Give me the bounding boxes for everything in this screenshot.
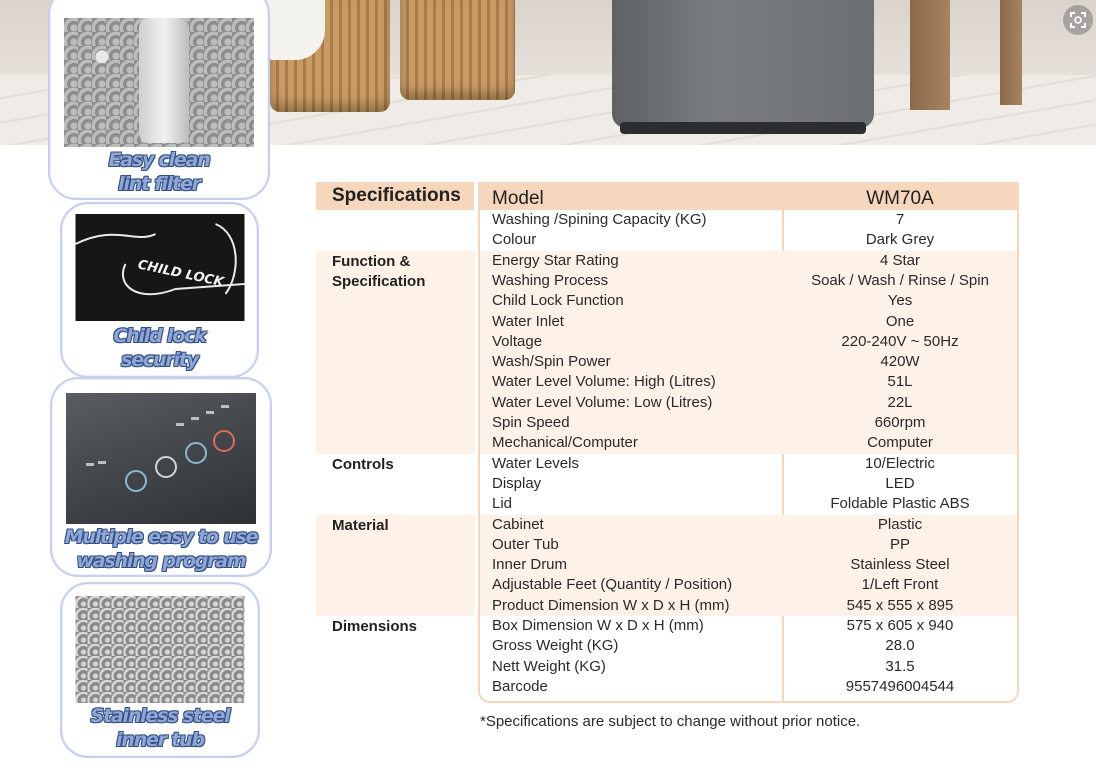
spec-row-label: Cabinet <box>492 515 544 533</box>
spec-row-value: One <box>885 312 915 330</box>
spec-group-label: Controls <box>332 455 394 473</box>
feature-caption <box>52 525 270 573</box>
spec-row-value: PP <box>889 535 910 553</box>
spec-row-label: Washing /Spining Capacity (KG) <box>492 211 707 228</box>
spec-row-label: Adjustable Feet (Quantity / Position) <box>492 576 733 594</box>
spec-row-label: Nett Weight (KG) <box>492 657 606 675</box>
spec-row-value: Soak / Wash / Rinse / Spin <box>811 271 989 289</box>
spec-row-value: 545 x 555 x 895 <box>846 596 954 614</box>
spec-row-label: Voltage <box>492 332 543 350</box>
spec-row-value: Computer <box>867 434 933 452</box>
child-lock-photo-text: CHILD LOCK <box>135 257 225 291</box>
spec-row-value: 31.5 <box>885 657 915 675</box>
caption-line: security <box>121 349 198 371</box>
chair-leg <box>1000 0 1022 105</box>
child-lock-photo <box>75 214 244 321</box>
spec-row-label: Mechanical/Computer <box>492 434 638 452</box>
spec-row-label: Lid <box>492 495 513 513</box>
specifications-title: Specifications <box>332 185 461 206</box>
washing-machine-photo <box>612 0 874 128</box>
spec-row-label: Wash/Spin Power <box>492 353 611 371</box>
spec-row-label: Product Dimension W x D x H (mm) <box>492 596 730 614</box>
feature-card-washing-program <box>50 377 272 577</box>
spec-row-label: Inner Drum <box>492 556 568 574</box>
spec-row-label: Energy Star Rating <box>492 251 619 269</box>
caption-line: washing program <box>76 550 246 572</box>
group-label-line: Function & <box>332 252 411 270</box>
spec-row-value: Foldable Plastic ABS <box>830 495 970 513</box>
spec-row-label: Spin Speed <box>492 414 570 431</box>
spec-row-label: Water Inlet <box>492 312 564 330</box>
visual-search-button[interactable] <box>1063 5 1093 35</box>
spec-row-label: Gross Weight (KG) <box>492 637 619 655</box>
model-header-value: WM70A <box>866 188 934 209</box>
feature-caption <box>50 148 268 196</box>
spec-row-value: 575 x 605 x 940 <box>846 617 954 634</box>
caption-line: inner tub <box>116 729 204 751</box>
spec-row-label: Washing Process <box>492 271 609 289</box>
spec-row-label: Water Levels <box>492 454 579 472</box>
lint-filter-photo <box>64 18 254 147</box>
control-panel-graphic <box>66 393 256 524</box>
spec-row-value: LED <box>885 474 915 492</box>
caption-line: lint filter <box>118 173 200 195</box>
laundry-basket <box>400 0 515 100</box>
spec-row-value: 1/Left Front <box>861 576 939 594</box>
towel <box>265 0 325 60</box>
caption-line: Multiple easy to use <box>64 526 258 548</box>
caption-line: Stainless steel <box>90 705 230 727</box>
spec-row-value: 9557496004544 <box>845 677 955 695</box>
spec-row-value: Dark Grey <box>865 231 935 249</box>
group-label-line: Specification <box>332 272 426 290</box>
spec-row-label: Display <box>492 474 542 492</box>
spec-row-label: Box Dimension W x D x H (mm) <box>492 617 704 634</box>
spec-row-label: Outer Tub <box>492 535 559 553</box>
child-lock-graphic <box>75 214 244 321</box>
spec-group-label <box>332 252 425 292</box>
feature-caption <box>62 324 257 372</box>
feature-card-stainless-tub <box>60 582 260 758</box>
spec-group-label: Material <box>332 516 389 534</box>
spec-row-label: Colour <box>492 231 537 249</box>
spec-row-label: Water Level Volume: Low (Litres) <box>492 393 713 411</box>
spec-row-value: 51L <box>887 373 913 391</box>
caption-line: Child lock <box>113 325 206 347</box>
spec-row-value: 22L <box>887 393 913 411</box>
specifications-table <box>316 182 1019 703</box>
feature-card-child-lock <box>60 202 259 378</box>
spec-row-value: Yes <box>887 292 913 310</box>
spec-row-label: Barcode <box>492 677 548 695</box>
model-header-label: Model <box>492 188 544 209</box>
specs-footnote: *Specifications are subject to change without prior notice. <box>480 713 861 730</box>
spec-row-label: Child Lock Function <box>492 292 624 310</box>
spec-row-value: 4 Star <box>879 251 921 269</box>
feature-card-lint-filter <box>48 0 270 200</box>
spec-row-value: Plastic <box>877 515 923 533</box>
scan-icon <box>1069 11 1087 29</box>
stainless-drum-photo <box>76 596 245 703</box>
spec-group-label: Dimensions <box>332 618 418 635</box>
feature-caption <box>62 704 258 752</box>
spec-row-value: 28.0 <box>885 637 915 655</box>
control-panel-photo <box>66 393 256 524</box>
spec-row-value: 7 <box>895 211 905 228</box>
spec-row-value: 420W <box>880 353 920 371</box>
spec-row-value: 660rpm <box>874 414 926 431</box>
spec-row-label: Water Level Volume: High (Litres) <box>492 373 716 391</box>
chair-leg <box>910 0 950 110</box>
spec-row-value: 10/Electric <box>864 454 936 472</box>
spec-row-value: 220-240V ~ 50Hz <box>841 332 959 350</box>
spec-row-value: Stainless Steel <box>850 556 950 574</box>
caption-line: Easy clean <box>108 149 210 171</box>
